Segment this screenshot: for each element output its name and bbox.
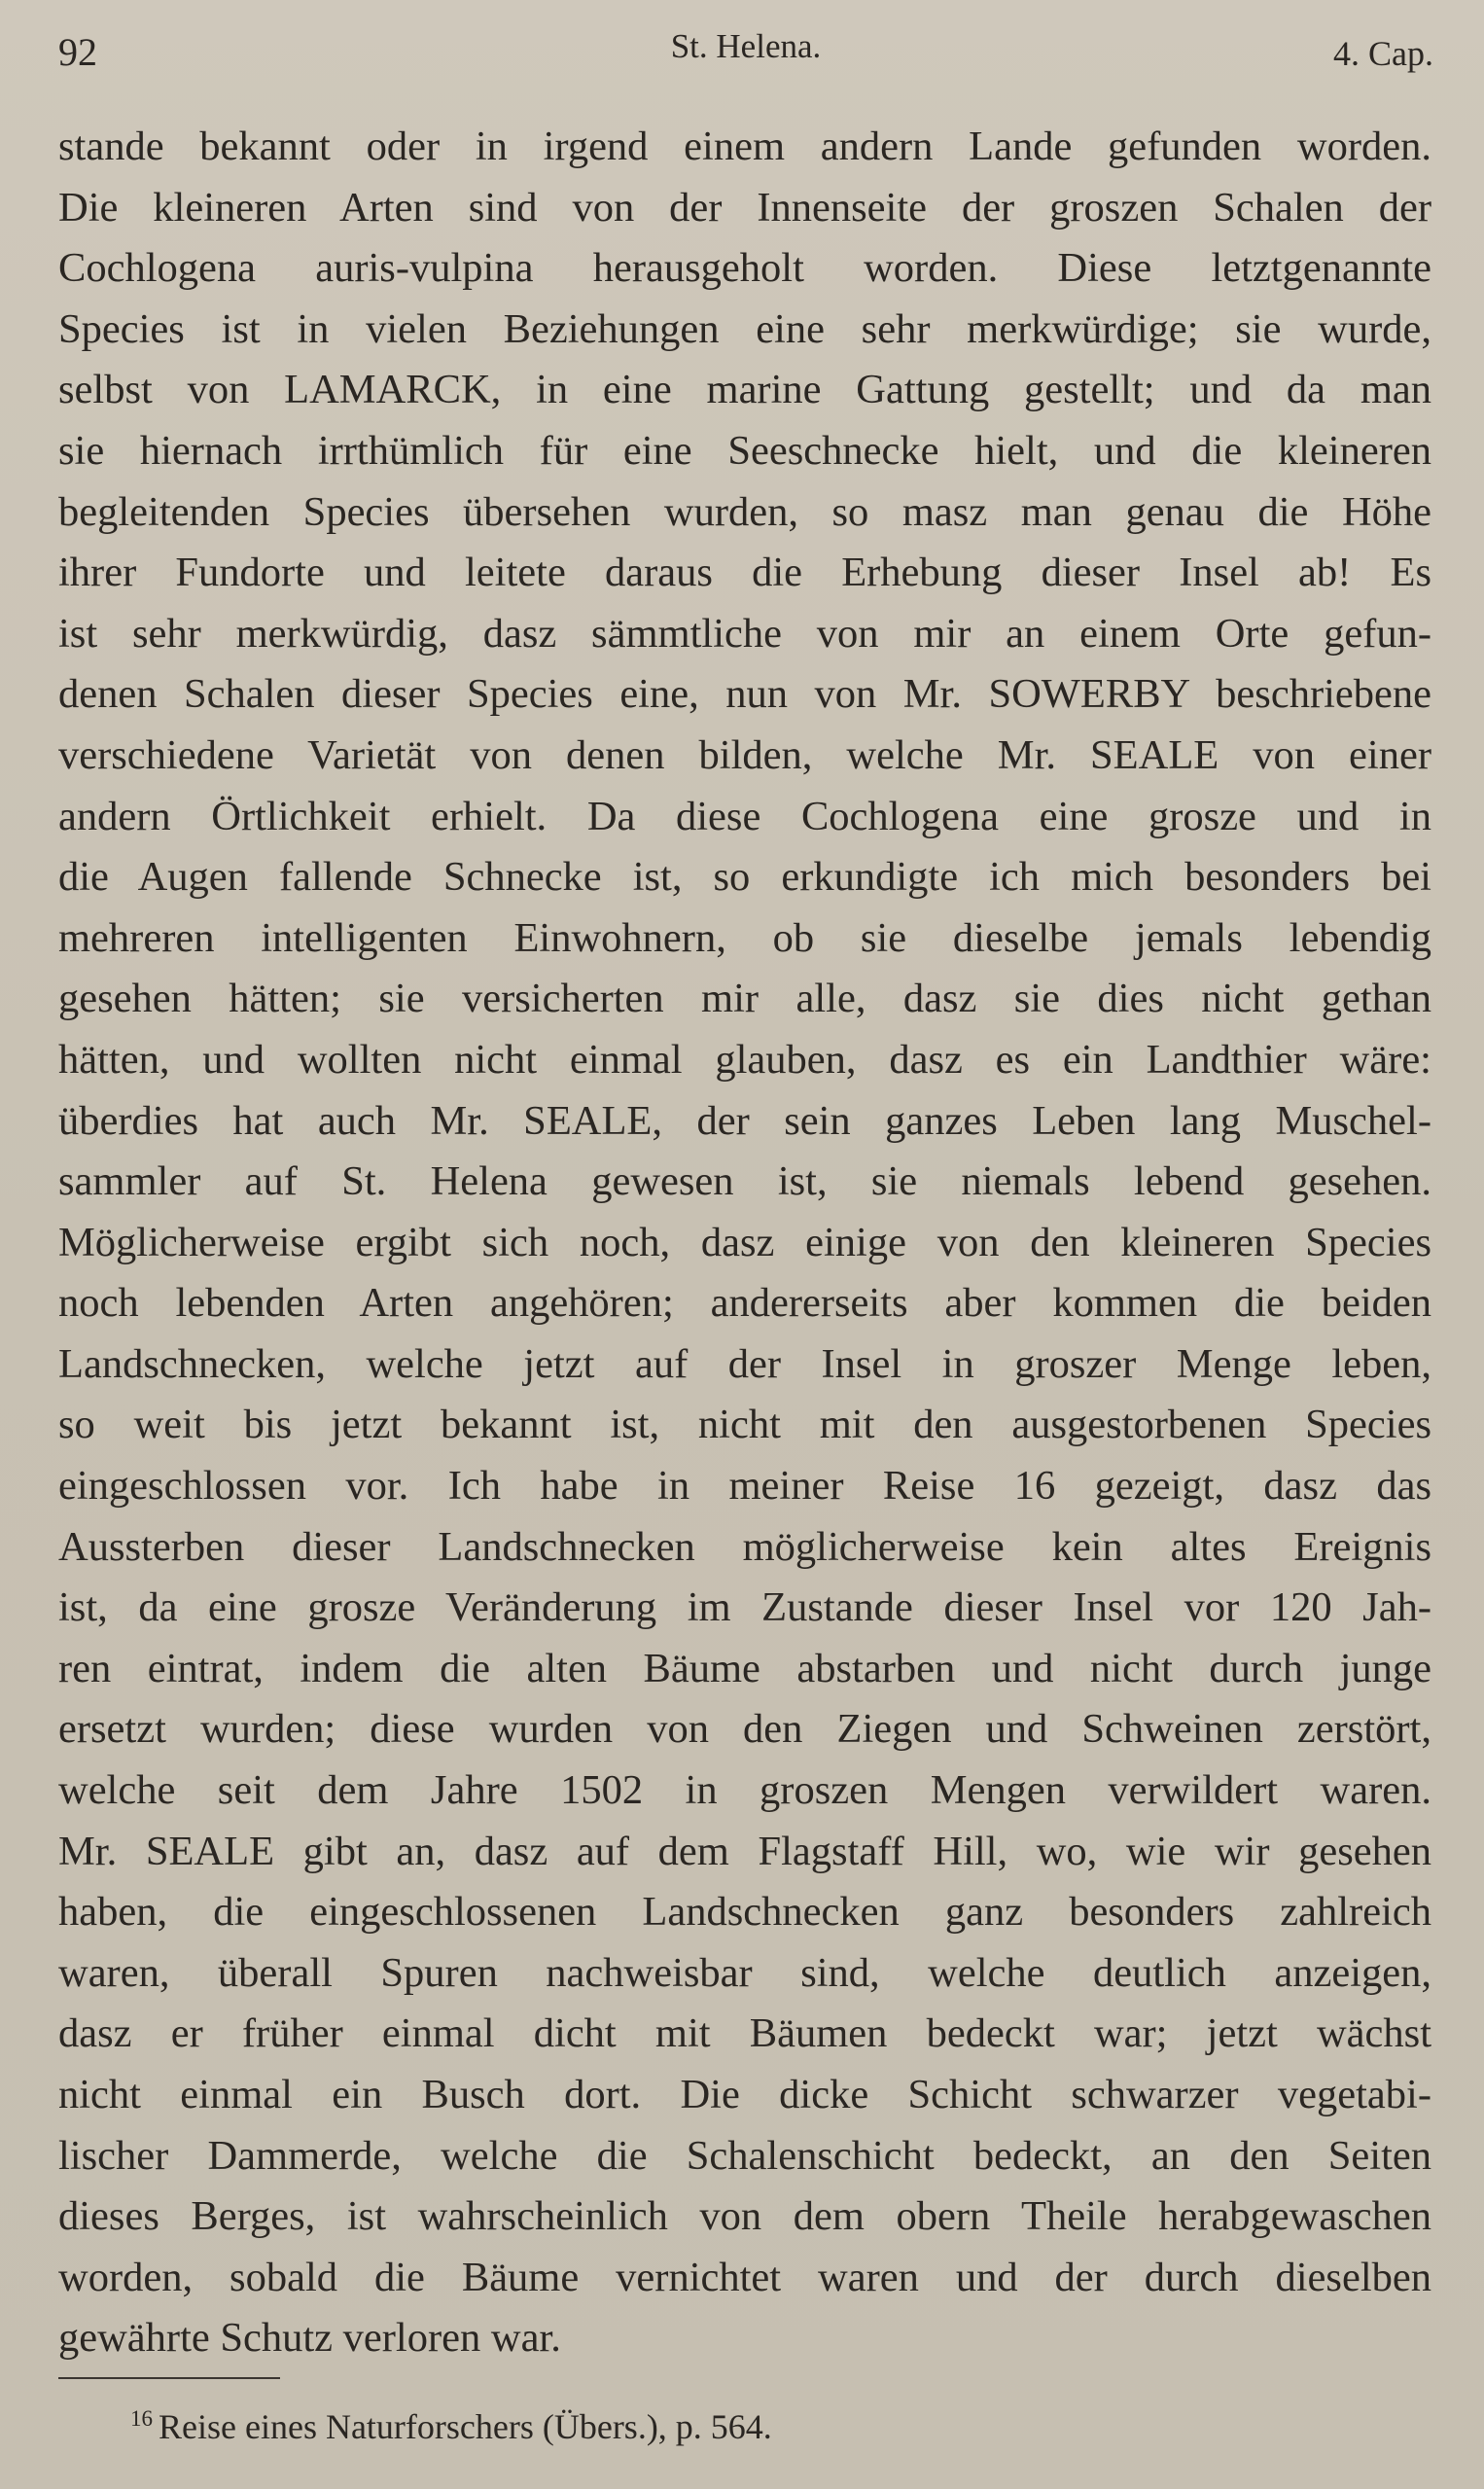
text-line: ist, da eine grosze Veränderung im Zustande dieser Insel vor 120 Jah- <box>58 1584 1431 1631</box>
text-line: ren eintrat, indem die alten Bäume abstarben und nicht durch junge <box>58 1645 1431 1691</box>
text-line: gesehen hätten; sie versicherten mir alle, dasz sie dies nicht gethan <box>58 976 1431 1022</box>
text-line: verschiedene Varietät von denen bilden, welche Mr. SEALE von einer <box>58 731 1431 778</box>
text-line: haben, die eingeschlossenen Landschnecken ganz besonders zahlreich <box>58 1889 1431 1936</box>
footnote-marker: 16 <box>130 2406 153 2431</box>
text-line: waren, überall Spuren nachweisbar sind, welche deutlich anzeigen, <box>58 1949 1431 1996</box>
text-line: Die kleineren Arten sind von der Innenseite der groszen Schalen der <box>58 184 1431 231</box>
chapter-reference: 4. Cap. <box>1333 34 1433 73</box>
text-line: lischer Dammerde, welche die Schalenschicht bedeckt, an den Seiten <box>58 2132 1431 2179</box>
text-line: hätten, und wollten nicht einmal glauben, dasz es ein Landthier wäre: <box>58 1036 1431 1083</box>
text-line: gewährte Schutz verloren war. <box>58 2315 561 2362</box>
text-line: überdies hat auch Mr. SEALE, der sein ganzes Leben lang Muschel- <box>58 1097 1431 1144</box>
text-line: dieses Berges, ist wahrscheinlich von dem obern Theile herabgewaschen <box>58 2193 1431 2240</box>
text-line: Species ist in vielen Beziehungen eine sehr merkwürdige; sie wurde, <box>58 305 1431 352</box>
text-line: nicht einmal ein Busch dort. Die dicke Schicht schwarzer vegetabi- <box>58 2072 1431 2117</box>
text-line: Aussterben dieser Landschnecken möglicherweise kein altes Ereignis <box>58 1523 1431 1570</box>
text-line: dasz er früher einmal dicht mit Bäumen bedeckt war; jetzt wächst <box>58 2010 1431 2057</box>
text-line: ihrer Fundorte und leitete daraus die Erhebung dieser Insel ab! Es <box>58 550 1431 596</box>
footnote-text: Reise eines Naturforschers (Übers.), p. 564. <box>159 2407 772 2446</box>
text-line: Möglicherweise ergibt sich noch, dasz einige von den kleineren Species <box>58 1219 1431 1265</box>
text-line: denen Schalen dieser Species eine, nun von Mr. SOWERBY beschriebene <box>58 671 1431 718</box>
text-line: die Augen fallende Schnecke ist, so erkundigte ich mich besonders bei <box>58 854 1431 901</box>
footnote-divider <box>58 2377 280 2379</box>
text-line: sammler auf St. Helena gewesen ist, sie niemals lebend gesehen. <box>58 1158 1431 1205</box>
text-line: selbst von LAMARCK, in eine marine Gattung gestellt; und da man <box>58 367 1431 413</box>
text-line: ist sehr merkwürdig, dasz sämmtliche von mir an einem Orte gefun- <box>58 610 1431 657</box>
text-line: andern Örtlichkeit erhielt. Da diese Cochlogena eine grosze und in <box>58 793 1431 839</box>
page-header <box>58 29 1433 88</box>
text-line: ersetzt wurden; diese wurden von den Ziegen und Schweinen zerstört, <box>58 1706 1431 1753</box>
text-line: worden, sobald die Bäume vernichtet waren und der durch dieselben <box>58 2254 1431 2300</box>
page-number: 92 <box>58 30 97 74</box>
text-line: begleitenden Species übersehen wurden, so masz man genau die Höhe <box>58 488 1431 535</box>
body-text <box>58 117 1431 2369</box>
text-line: mehreren intelligenten Einwohnern, ob sie dieselbe jemals lebendig <box>58 914 1431 961</box>
text-line: sie hiernach irrthümlich für eine Seeschnecke hielt, und die kleineren <box>58 427 1431 474</box>
running-title: St. Helena. <box>670 27 822 65</box>
footnote <box>130 2395 772 2451</box>
text-line: welche seit dem Jahre 1502 in groszen Mengen verwildert waren. <box>58 1767 1431 1814</box>
text-line: noch lebenden Arten angehören; andererseits aber kommen die beiden <box>58 1280 1431 1327</box>
text-line: so weit bis jetzt bekannt ist, nicht mit den ausgestorbenen Species <box>58 1402 1431 1448</box>
text-line: Landschnecken, welche jetzt auf der Insel in groszer Menge leben, <box>58 1340 1431 1387</box>
text-line: eingeschlossen vor. Ich habe in meiner Reise 16 gezeigt, dasz das <box>58 1463 1431 1510</box>
text-line: stande bekannt oder in irgend einem andern Lande gefunden worden. <box>58 124 1431 169</box>
text-line: Mr. SEALE gibt an, dasz auf dem Flagstaff Hill, wo, wie wir gesehen <box>58 1828 1431 1874</box>
text-line: Cochlogena auris-vulpina herausgeholt worden. Diese letztgenannte <box>58 245 1431 292</box>
